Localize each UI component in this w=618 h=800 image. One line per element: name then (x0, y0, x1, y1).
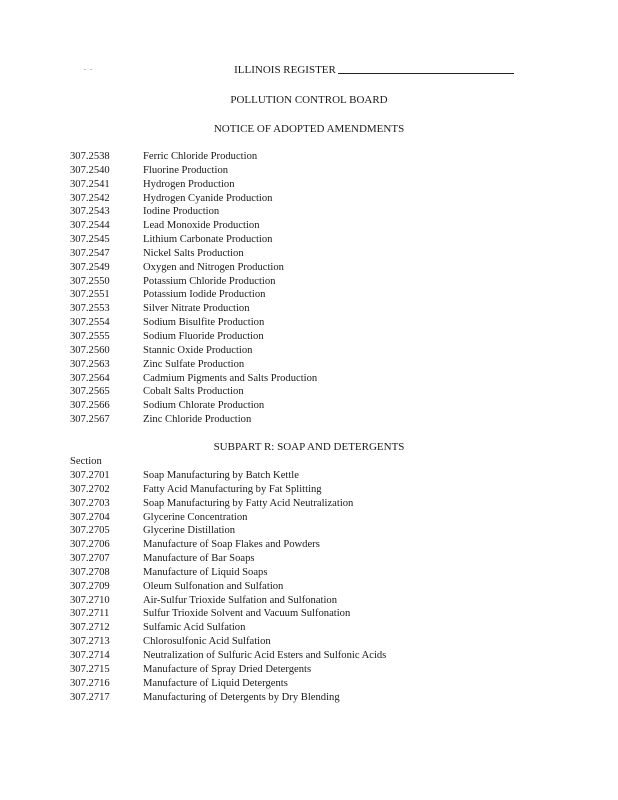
corner-mark: . . (84, 63, 93, 72)
section-number: 307.2717 (70, 691, 110, 703)
section-number: 307.2551 (70, 289, 110, 301)
section-number: 307.2542 (70, 192, 110, 204)
section-number: 307.2540 (70, 164, 110, 176)
section-title: Manufacture of Liquid Detergents (143, 677, 288, 689)
register-rule (338, 73, 514, 74)
section-title: Manufacture of Liquid Soaps (143, 566, 268, 578)
section-number: 307.2549 (70, 261, 110, 273)
section-title: Glycerine Distillation (143, 525, 236, 537)
section-title: Soap Manufacturing by Fatty Acid Neutralization (143, 497, 354, 509)
section-number: 307.2705 (70, 525, 110, 537)
section-title: Zinc Sulfate Production (143, 358, 245, 370)
section-number: 307.2703 (70, 497, 110, 509)
section-title: Fatty Acid Manufacturing by Fat Splitting (143, 483, 322, 495)
section-title: Chlorosulfonic Acid Sulfation (143, 636, 271, 648)
section-number: 307.2544 (70, 220, 110, 232)
section-number: 307.2545 (70, 234, 110, 246)
section-title: Air-Sulfur Trioxide Sulfation and Sulfonation (143, 594, 338, 606)
section-number: 307.2716 (70, 677, 110, 689)
section-title: Lithium Carbonate Production (143, 234, 273, 246)
section-title: Stannic Oxide Production (143, 344, 253, 356)
section-number: 307.2702 (70, 483, 110, 495)
section-title: Silver Nitrate Production (143, 303, 250, 315)
section-title: Lead Monoxide Production (143, 220, 260, 232)
subpart-heading: SUBPART R: SOAP AND DETERGENTS (213, 441, 405, 453)
section-number: 307.2714 (70, 649, 110, 661)
register-title: ILLINOIS REGISTER (234, 64, 336, 76)
section-title: Manufacture of Bar Soaps (143, 553, 255, 565)
section-title: Zinc Chloride Production (143, 414, 252, 426)
section-number: 307.2563 (70, 358, 110, 370)
section-number: 307.2710 (70, 594, 110, 606)
section-number: 307.2709 (70, 580, 110, 592)
section-title: Soap Manufacturing by Batch Kettle (143, 470, 299, 481)
board-title: POLLUTION CONTROL BOARD (230, 94, 388, 106)
section-title: Manufacture of Soap Flakes and Powders (143, 539, 320, 551)
section-number: 307.2566 (70, 400, 110, 412)
section-title: Nickel Salts Production (143, 247, 244, 259)
section-title: Potassium Iodide Production (143, 289, 266, 301)
section-title: Iodine Production (143, 206, 220, 218)
section-title: Oleum Sulfonation and Sulfation (143, 580, 284, 592)
section-title: Manufacture of Spray Dried Detergents (143, 663, 312, 675)
section-title: Potassium Chloride Production (143, 275, 276, 287)
section-number: 307.2550 (70, 275, 110, 287)
section-number: 307.2553 (70, 303, 110, 315)
section-title: Sulfamic Acid Sulfation (143, 622, 246, 634)
section-title: Fluorine Production (143, 164, 229, 176)
notice-title: NOTICE OF ADOPTED AMENDMENTS (213, 123, 405, 135)
section-title: Sodium Chlorate Production (143, 400, 265, 412)
section-title: Ferric Chloride Production (143, 151, 258, 162)
section-title: Hydrogen Cyanide Production (143, 192, 273, 204)
section-column-label: Section (70, 456, 102, 467)
section-number: 307.2567 (70, 414, 110, 426)
section-number: 307.2543 (70, 206, 110, 218)
section-title: Sodium Bisulfite Production (143, 317, 265, 329)
section-title: Neutralization of Sulfuric Acid Esters and Sulfonic Acids (143, 649, 387, 661)
section-title: Sodium Fluoride Production (143, 330, 264, 342)
section-number: 307.2538 (70, 151, 110, 162)
section-number: 307.2547 (70, 247, 110, 259)
section-title: Oxygen and Nitrogen Production (143, 261, 284, 273)
section-number: 307.2554 (70, 317, 110, 329)
section-title: Glycerine Concentration (143, 511, 248, 523)
register-header (0, 64, 618, 76)
section-number: 307.2564 (70, 372, 110, 384)
section-title: Hydrogen Production (143, 178, 235, 190)
section-number: 307.2706 (70, 539, 110, 551)
section-number: 307.2715 (70, 663, 110, 675)
section-number: 307.2711 (70, 608, 110, 620)
section-number: 307.2555 (70, 330, 110, 342)
section-title: Cadmium Pigments and Salts Production (143, 372, 318, 384)
section-title: Cobalt Salts Production (143, 386, 244, 398)
section-number: 307.2701 (70, 470, 110, 481)
section-number: 307.2560 (70, 344, 110, 356)
section-number: 307.2565 (70, 386, 110, 398)
section-title: Manufacturing of Detergents by Dry Blending (143, 691, 340, 703)
section-number: 307.2541 (70, 178, 110, 190)
section-number: 307.2708 (70, 566, 110, 578)
section-number: 307.2713 (70, 636, 110, 648)
section-title: Sulfur Trioxide Solvent and Vacuum Sulfonation (143, 608, 351, 620)
section-number: 307.2707 (70, 553, 110, 565)
section-number: 307.2712 (70, 622, 110, 634)
section-number: 307.2704 (70, 511, 110, 523)
